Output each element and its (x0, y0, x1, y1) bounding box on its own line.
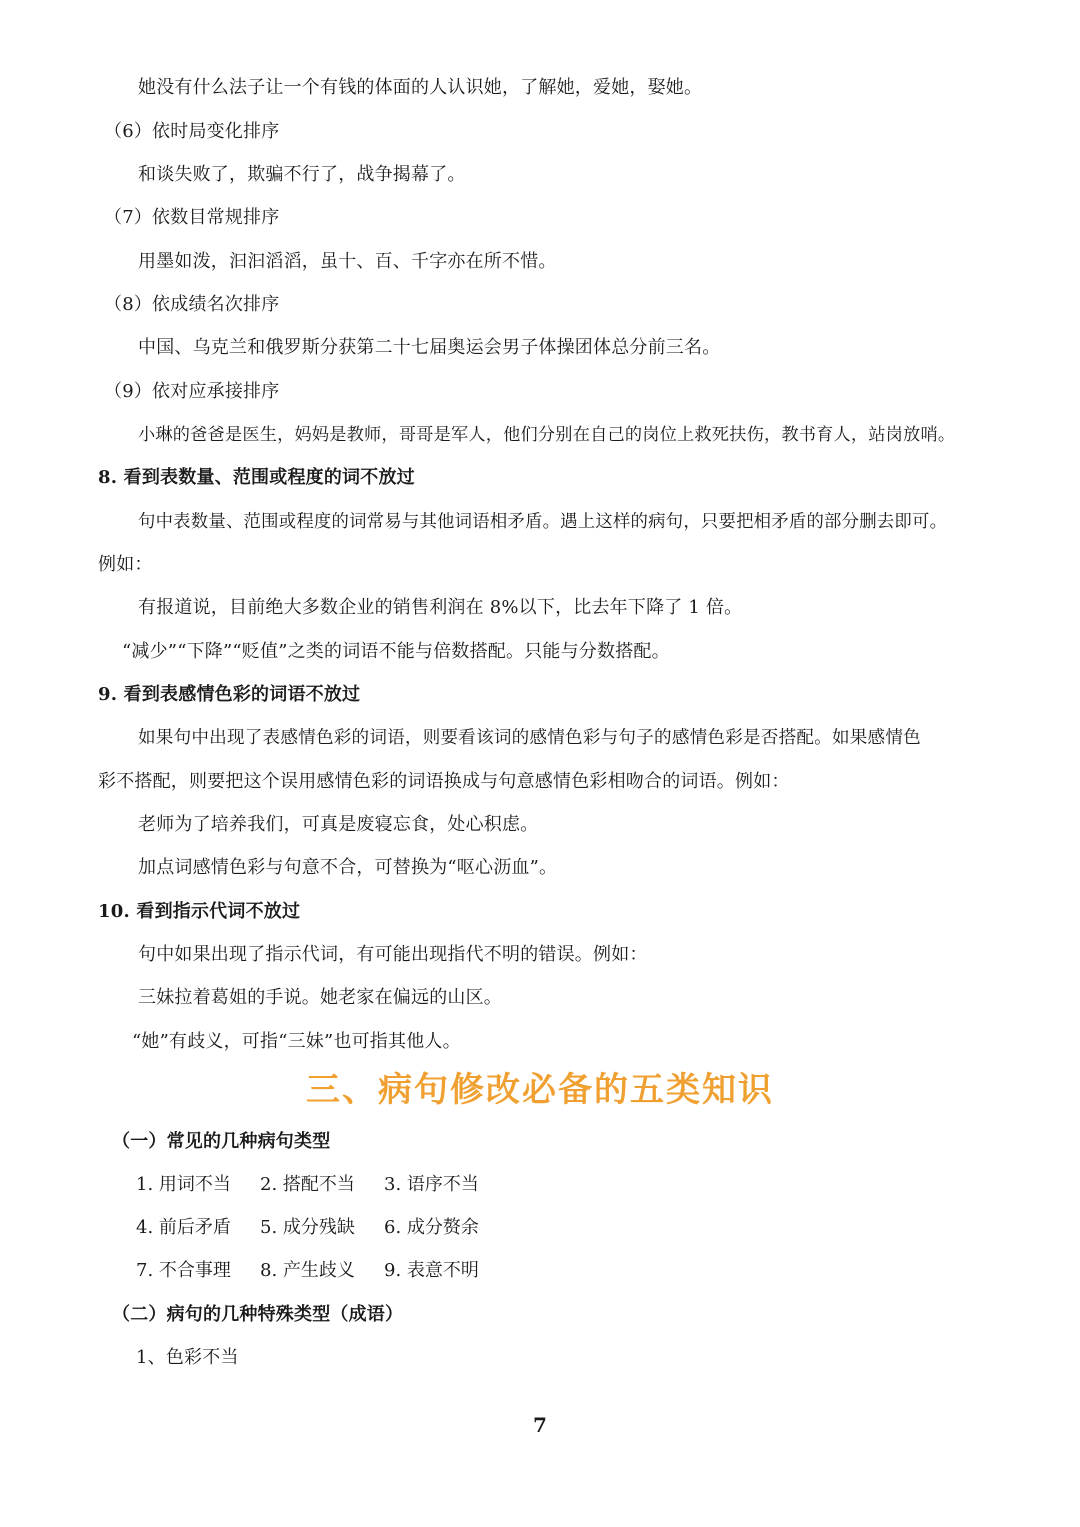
subsection-heading: （二）病句的几种特殊类型（成语） (112, 1304, 404, 1325)
type-item: 3. 语序不当 (384, 1174, 479, 1195)
type-item: 9. 表意不明 (384, 1260, 479, 1281)
example-sentence: 中国、乌克兰和俄罗斯分获第二十七届奥运会男子体操团体总分前三名。 (138, 337, 721, 358)
paragraph-line: 如果句中出现了表感情色彩的词语，则要看该词的感情色彩与句子的感情色彩是否搭配。如果感情色 (138, 728, 921, 748)
type-item: 7. 不合事理 (136, 1260, 231, 1281)
example-sentence: 和谈失败了，欺骗不行了，战争揭幕了。 (138, 164, 466, 185)
subsection-heading: （一）常见的几种病句类型 (112, 1131, 331, 1152)
page-number: 7 (533, 1413, 547, 1437)
section-heading: 10. 看到指示代词不放过 (98, 901, 301, 922)
example-sentence: 用墨如泼，汩汩滔滔，虽十、百、千字亦在所不惜。 (138, 251, 557, 272)
example-sentence: 她没有什么法子让一个有钱的体面的人认识她，了解她，爱她，娶她。 (138, 77, 703, 98)
list-item-heading: （8）依成绩名次排序 (104, 294, 280, 315)
example-sentence: 老师为了培养我们，可真是废寝忘食，处心积虑。 (138, 814, 539, 835)
type-item: 5. 成分残缺 (260, 1217, 355, 1238)
type-item: 8. 产生歧义 (260, 1260, 355, 1281)
example-sentence: 有报道说，目前绝大多数企业的销售利润在 8%以下，比去年下降了 1 倍。 (138, 597, 743, 618)
example-sentence: 小琳的爸爸是医生，妈妈是教师，哥哥是军人，他们分别在自己的岗位上救死扶伤，教书育人，站岗放哨。 (138, 425, 956, 445)
type-item: 4. 前后矛盾 (136, 1217, 231, 1238)
paragraph-line: 例如： (98, 554, 153, 575)
explanation: “她”有歧义，可指“三妹”也可指其他人。 (132, 1031, 461, 1052)
paragraph-line: 彩不搭配，则要把这个误用感情色彩的词语换成与句意感情色彩相吻合的词语。例如： (98, 771, 790, 792)
type-item: 2. 搭配不当 (260, 1174, 355, 1195)
list-item-heading: （9）依对应承接排序 (104, 381, 280, 402)
list-item: 1、色彩不当 (136, 1347, 239, 1368)
type-item: 1. 用词不当 (136, 1174, 231, 1195)
paragraph-line: 句中如果出现了指示代词，有可能出现指代不明的错误。例如： (138, 944, 648, 965)
explanation: 加点词感情色彩与句意不合，可替换为“呕心沥血”。 (138, 857, 558, 878)
list-item-heading: （6）依时局变化排序 (104, 121, 280, 142)
explanation: “减少”“下降”“贬值”之类的词语不能与倍数搭配。只能与分数搭配。 (122, 641, 670, 662)
type-item: 6. 成分赘余 (384, 1217, 479, 1238)
list-item-heading: （7）依数目常规排序 (104, 207, 280, 228)
paragraph-line: 句中表数量、范围或程度的词常易与其他词语相矛盾。遇上这样的病句，只要把相矛盾的部分删去即可。 (138, 512, 948, 532)
section-title: 三、病句修改必备的五类知识 (306, 1070, 774, 1110)
section-heading: 8. 看到表数量、范围或程度的词不放过 (98, 467, 415, 488)
section-heading: 9. 看到表感情色彩的词语不放过 (98, 684, 361, 705)
example-sentence: 三妹拉着葛姐的手说。她老家在偏远的山区。 (138, 987, 502, 1008)
